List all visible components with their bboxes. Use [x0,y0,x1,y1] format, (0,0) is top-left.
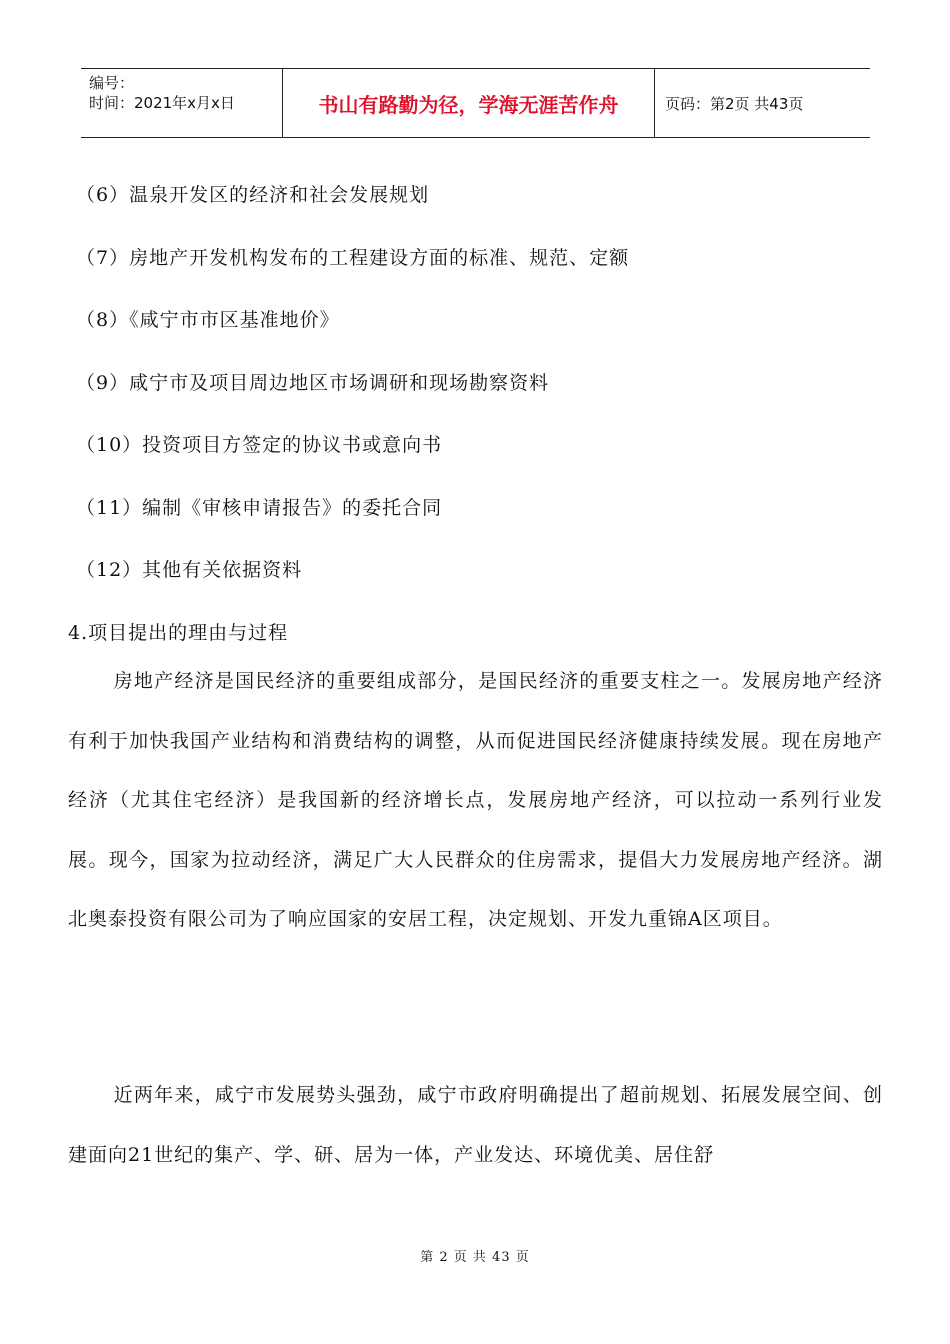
page-footer: 第 2 页 共 43 页 [420,1250,530,1265]
header-meta [81,69,283,137]
list-item: （12）其他有关依据资料 [76,559,303,581]
header-motto: 书山有路勤为径，学海无涯苦作舟 [283,69,655,137]
document-time: 时间：2021年x月x日 [89,94,235,112]
page-header [81,68,870,138]
header-page-info: 页码：第2页 共43页 [665,94,804,113]
document-number-label: 编号： [89,74,135,92]
list-item: （10）投资项目方签定的协议书或意向书 [76,434,443,456]
list-item: （6）温泉开发区的经济和社会发展规划 [76,184,430,206]
paragraph: 房地产经济是国民经济的重要组成部分，是国民经济的重要支柱之一。发展房地产经济有利于加快我国产业结构和消费结构的调整，从而促进国民经济健康持续发展。现在房地产经济（尤其住宅经济）是我国新的经济增长点，发展房地产经济，可以拉动一系列行业发展。现今，国家为拉动经济，满足广大人民群众的住房需求，提倡大力发展房地产经济。湖北奥泰投资有限公司为了响应国家的安居工程，决定规划、开发九重锦A区项目。 [68,670,883,930]
section-title: 4.项目提出的理由与过程 [68,622,289,644]
paragraph: 近两年来，咸宁市发展势头强劲，咸宁市政府明确提出了超前规划、拓展发展空间、创建面向21世纪的集产、学、研、居为一体，产业发达、环境优美、居住舒 [68,1084,883,1166]
list-item: （7）房地产开发机构发布的工程建设方面的标准、规范、定额 [76,247,630,269]
list-item: （11）编制《审核申请报告》的委托合同 [76,497,443,519]
list-item: （9）咸宁市及项目周边地区市场调研和现场勘察资料 [76,372,550,394]
body-text [68,652,883,950]
list-item: （8）《咸宁市市区基准地价》 [76,309,340,331]
body-text-2 [68,1066,883,1185]
